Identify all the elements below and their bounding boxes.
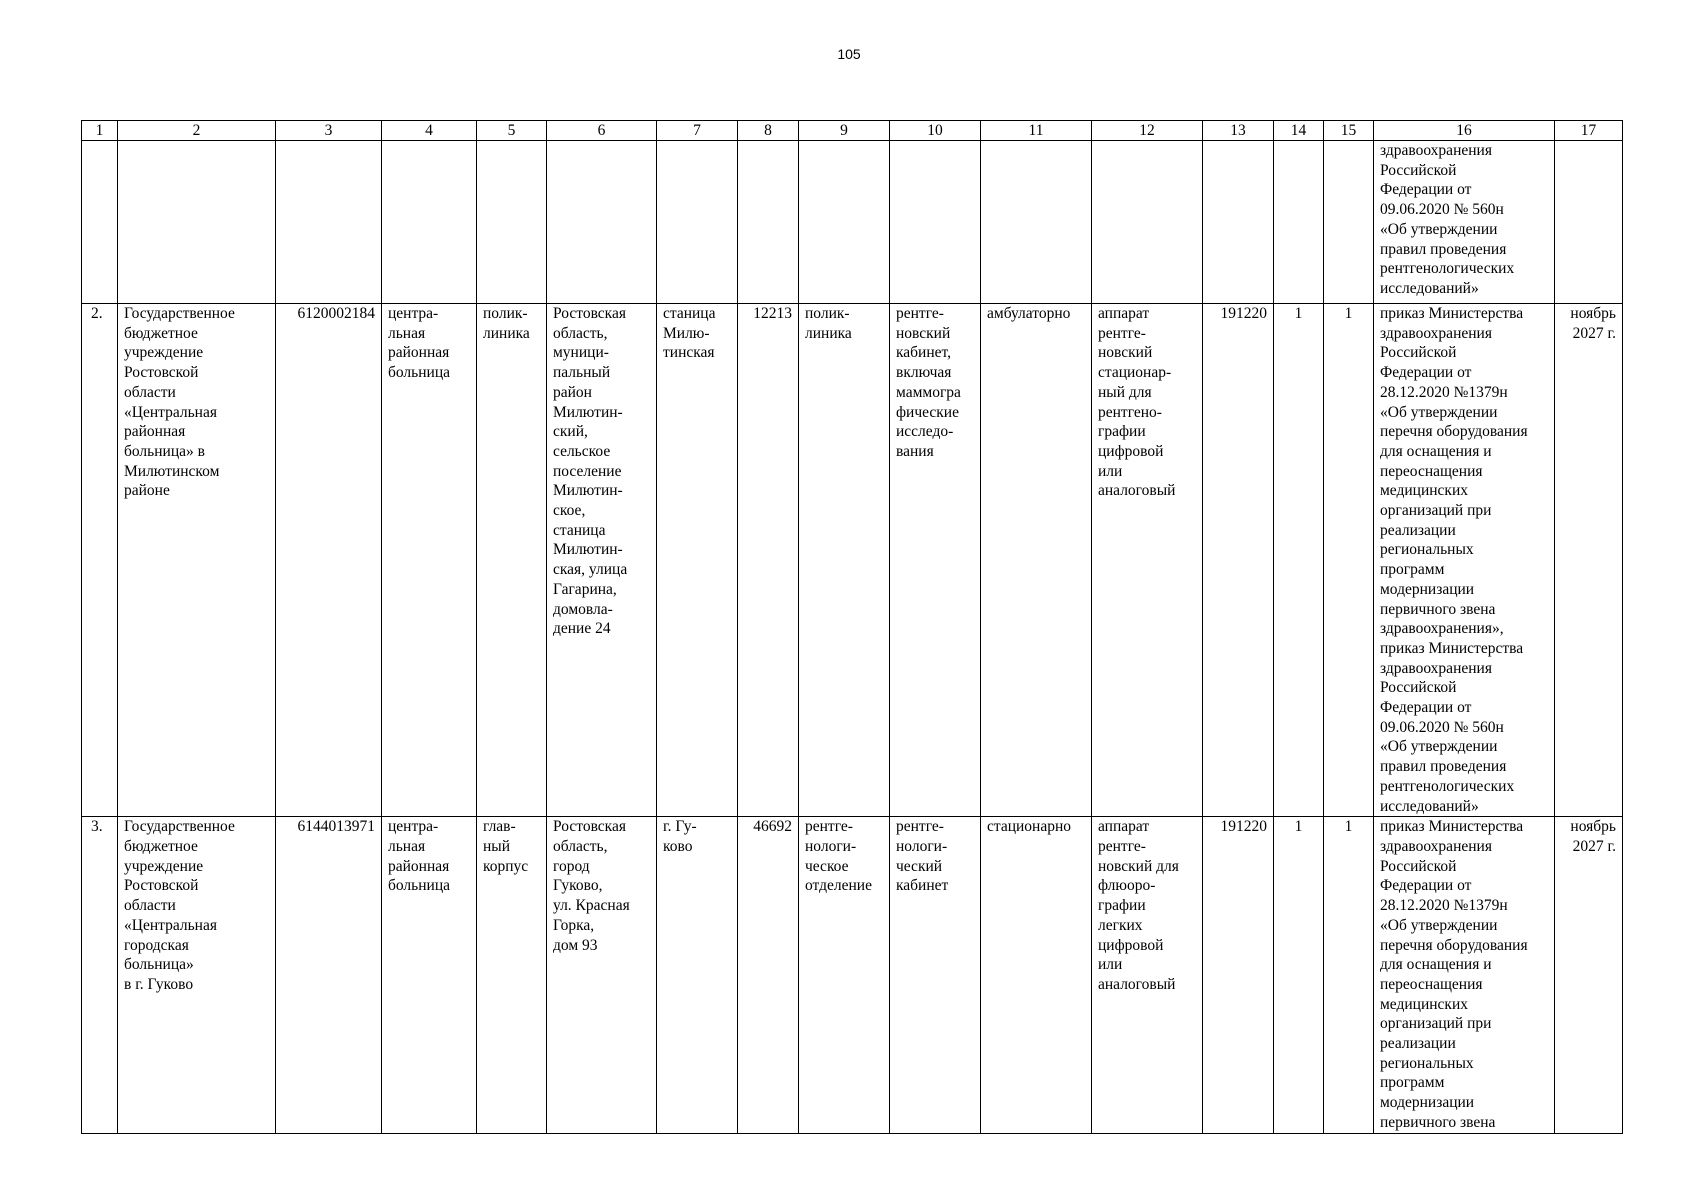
locality-cell: станица Милю- тинская [657, 304, 738, 817]
building-cell: глав- ный корпус [477, 817, 547, 1133]
header-cell: 17 [1555, 121, 1623, 141]
empty-cell [799, 141, 890, 304]
department-cell: полик- линика [799, 304, 890, 817]
mode-cell: амбулаторно [981, 304, 1092, 817]
building-cell: полик- линика [477, 304, 547, 817]
cabinet-cell: рентге- нологи- ческий кабинет [890, 817, 981, 1133]
header-cell: 10 [890, 121, 981, 141]
empty-cell [82, 141, 118, 304]
population-cell: 46692 [738, 817, 799, 1133]
header-cell: 1 [82, 121, 118, 141]
department-cell: рентге- нологи- ческое отделение [799, 817, 890, 1133]
header-cell: 4 [382, 121, 477, 141]
equipment-cell: аппарат рентге- новский для флюоро- графии легких цифровой или аналоговый [1092, 817, 1203, 1133]
empty-cell [1324, 141, 1374, 304]
page-number: 105 [837, 46, 861, 62]
empty-cell [1203, 141, 1274, 304]
basis-cell: приказ Министерства здравоохранения Российской Федерации от 28.12.2020 №1379н «Об утверждении перечня оборудования для оснащения и переоснащения медицинских организаций при реализации региональных программ модернизации первичного звена [1374, 817, 1555, 1133]
quantity-cell: 1 [1274, 817, 1324, 1133]
header-cell: 6 [547, 121, 657, 141]
header-cell: 5 [477, 121, 547, 141]
empty-cell [382, 141, 477, 304]
header-cell: 16 [1374, 121, 1555, 141]
header-row [82, 121, 1623, 141]
inn-cell: 6144013971 [276, 817, 382, 1133]
institution-type-cell: центра- льная районная больница [382, 304, 477, 817]
quantity-cell: 1 [1274, 304, 1324, 817]
header-cell: 11 [981, 121, 1092, 141]
header-cell: 7 [657, 121, 738, 141]
header-cell: 2 [118, 121, 276, 141]
institution-name-cell: Государственное бюджетное учреждение Ростовской области «Центральная городская больница» в г. Гуково [118, 817, 276, 1133]
code-cell: 191220 [1203, 817, 1274, 1133]
address-cell: Ростовская область, муници- пальный район Милютин- ский, сельское поселение Милютин- ское, станица Милютин- ская, улица Гагарина, домовла- дение 24 [547, 304, 657, 817]
row-number-cell: 2. [82, 304, 118, 817]
empty-cell [738, 141, 799, 304]
header-cell: 13 [1203, 121, 1274, 141]
empty-cell [1555, 141, 1623, 304]
equipment-table [81, 120, 1623, 1134]
header-cell: 3 [276, 121, 382, 141]
table-row [82, 304, 1623, 817]
table-row-continued [82, 141, 1623, 304]
code-cell: 191220 [1203, 304, 1274, 817]
mode-cell: стационарно [981, 817, 1092, 1133]
equipment-cell: аппарат рентге- новский стационар- ный для рентгено- графии цифровой или аналоговый [1092, 304, 1203, 817]
institution-name-cell: Государственное бюджетное учреждение Ростовской области «Центральная районная больница» в Милютинском районе [118, 304, 276, 817]
empty-cell [1274, 141, 1324, 304]
address-cell: Ростовская область, город Гуково, ул. Красная Горка, дом 93 [547, 817, 657, 1133]
term-cell: ноябрь 2027 г. [1555, 304, 1623, 817]
header-cell: 9 [799, 121, 890, 141]
header-cell: 8 [738, 121, 799, 141]
header-cell: 12 [1092, 121, 1203, 141]
empty-cell [118, 141, 276, 304]
empty-cell [547, 141, 657, 304]
institution-type-cell: центра- льная районная больница [382, 817, 477, 1133]
table-row [82, 817, 1623, 1133]
header-cell: 14 [1274, 121, 1324, 141]
locality-cell: г. Гу- ково [657, 817, 738, 1133]
row-number-cell: 3. [82, 817, 118, 1133]
empty-cell [981, 141, 1092, 304]
quantity-cell: 1 [1324, 817, 1374, 1133]
empty-cell [477, 141, 547, 304]
term-cell: ноябрь 2027 г. [1555, 817, 1623, 1133]
empty-cell [276, 141, 382, 304]
basis-cell: приказ Министерства здравоохранения Российской Федерации от 28.12.2020 №1379н «Об утверждении перечня оборудования для оснащения и переоснащения медицинских организаций при реализации региональных программ модернизации первичного звена здравоохранения», приказ Министерства здравоохранения Российской Федерации от 09.06.2020 № 560н «Об утверждении правил проведения рентгенологических исследований» [1374, 304, 1555, 817]
empty-cell [890, 141, 981, 304]
empty-cell [657, 141, 738, 304]
quantity-cell: 1 [1324, 304, 1374, 817]
basis-cell: здравоохранения Российской Федерации от 09.06.2020 № 560н «Об утверждении правил проведения рентгенологических исследований» [1374, 141, 1555, 304]
header-cell: 15 [1324, 121, 1374, 141]
population-cell: 12213 [738, 304, 799, 817]
inn-cell: 6120002184 [276, 304, 382, 817]
empty-cell [1092, 141, 1203, 304]
cabinet-cell: рентге- новский кабинет, включая маммогра фические исследо- вания [890, 304, 981, 817]
